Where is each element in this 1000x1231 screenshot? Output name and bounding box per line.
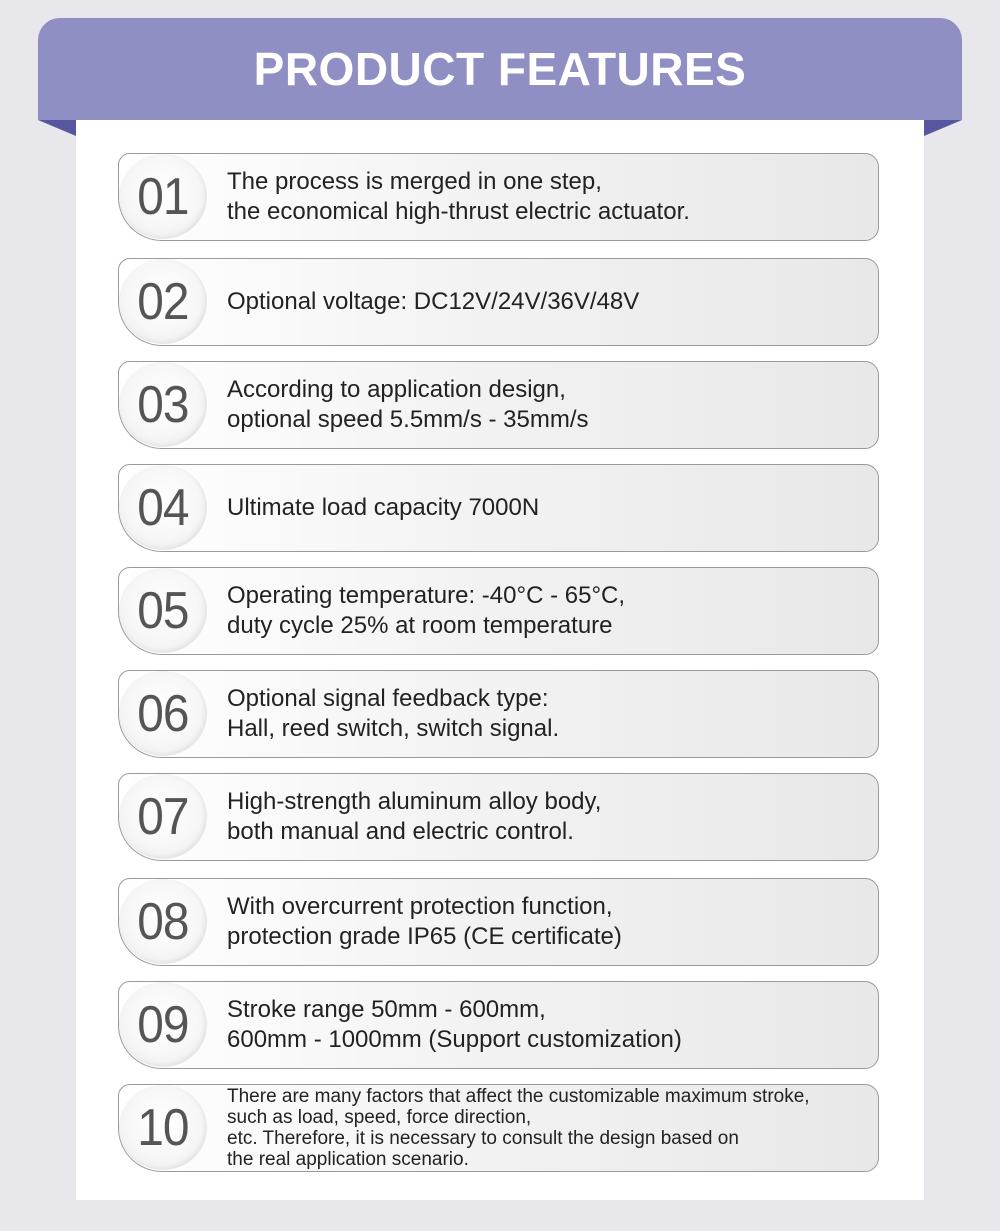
feature-line: protection grade IP65 (CE certificate): [227, 923, 622, 950]
feature-number: 09: [137, 995, 189, 1054]
feature-line: the economical high-thrust electric actuator.: [227, 198, 690, 225]
feature-number-badge: [119, 465, 207, 550]
feature-line: such as load, speed, force direction,: [227, 1107, 532, 1128]
feature-item-09: [118, 981, 879, 1069]
feature-line: There are many factors that affect the customizable maximum stroke,: [227, 1086, 810, 1107]
feature-number: 05: [137, 581, 189, 640]
feature-line: Hall, reed switch, switch signal.: [227, 715, 560, 742]
feature-number-badge: [119, 154, 207, 239]
feature-line: Optional voltage: DC12V/24V/36V/48V: [227, 288, 640, 315]
feature-description: [227, 879, 864, 965]
feature-description: [227, 362, 864, 448]
feature-number-badge: [119, 671, 207, 756]
feature-number-badge: [119, 259, 207, 344]
feature-number: 01: [137, 167, 189, 226]
feature-description: [227, 1085, 864, 1171]
feature-line: 600mm - 1000mm (Support customization): [227, 1026, 682, 1053]
feature-line: optional speed 5.5mm/s - 35mm/s: [227, 406, 589, 433]
feature-number-badge: [119, 1085, 207, 1170]
feature-number-badge: [119, 879, 207, 964]
feature-number-badge: [119, 774, 207, 859]
feature-item-02: [118, 258, 879, 346]
feature-line: Operating temperature: -40°C - 65°C,: [227, 582, 626, 609]
feature-item-01: [118, 153, 879, 241]
feature-number: 06: [137, 684, 189, 743]
feature-number: 04: [137, 478, 189, 537]
feature-number-badge: [119, 982, 207, 1067]
feature-line: duty cycle 25% at room temperature: [227, 612, 613, 639]
feature-item-05: [118, 567, 879, 655]
feature-number: 03: [137, 375, 189, 434]
feature-item-04: [118, 464, 879, 552]
feature-description: [227, 465, 864, 551]
feature-item-03: [118, 361, 879, 449]
header-banner: [38, 18, 962, 120]
feature-line: Optional signal feedback type:: [227, 685, 549, 712]
feature-description: [227, 259, 864, 345]
banner-fold-right: [924, 120, 962, 136]
feature-description: [227, 568, 864, 654]
feature-line: the real application scenario.: [227, 1149, 469, 1170]
feature-line: etc. Therefore, it is necessary to consult the design based on: [227, 1128, 739, 1149]
feature-description: [227, 671, 864, 757]
feature-line: Stroke range 50mm - 600mm,: [227, 996, 546, 1023]
feature-line: High-strength aluminum alloy body,: [227, 788, 602, 815]
feature-line: both manual and electric control.: [227, 818, 574, 845]
feature-line: According to application design,: [227, 376, 566, 403]
feature-number: 08: [137, 892, 189, 951]
feature-number: 02: [137, 272, 189, 331]
feature-description: [227, 154, 864, 240]
feature-description: [227, 774, 864, 860]
feature-line: With overcurrent protection function,: [227, 893, 613, 920]
feature-item-08: [118, 878, 879, 966]
page-title: PRODUCT FEATURES: [253, 43, 747, 95]
feature-number-badge: [119, 362, 207, 447]
banner-fold-left: [38, 120, 76, 136]
feature-number-badge: [119, 568, 207, 653]
feature-number: 10: [137, 1098, 189, 1157]
feature-item-10: [118, 1084, 879, 1172]
feature-item-06: [118, 670, 879, 758]
feature-number: 07: [137, 787, 189, 846]
feature-item-07: [118, 773, 879, 861]
feature-description: [227, 982, 864, 1068]
feature-line: Ultimate load capacity 7000N: [227, 494, 540, 521]
feature-line: The process is merged in one step,: [227, 168, 602, 195]
